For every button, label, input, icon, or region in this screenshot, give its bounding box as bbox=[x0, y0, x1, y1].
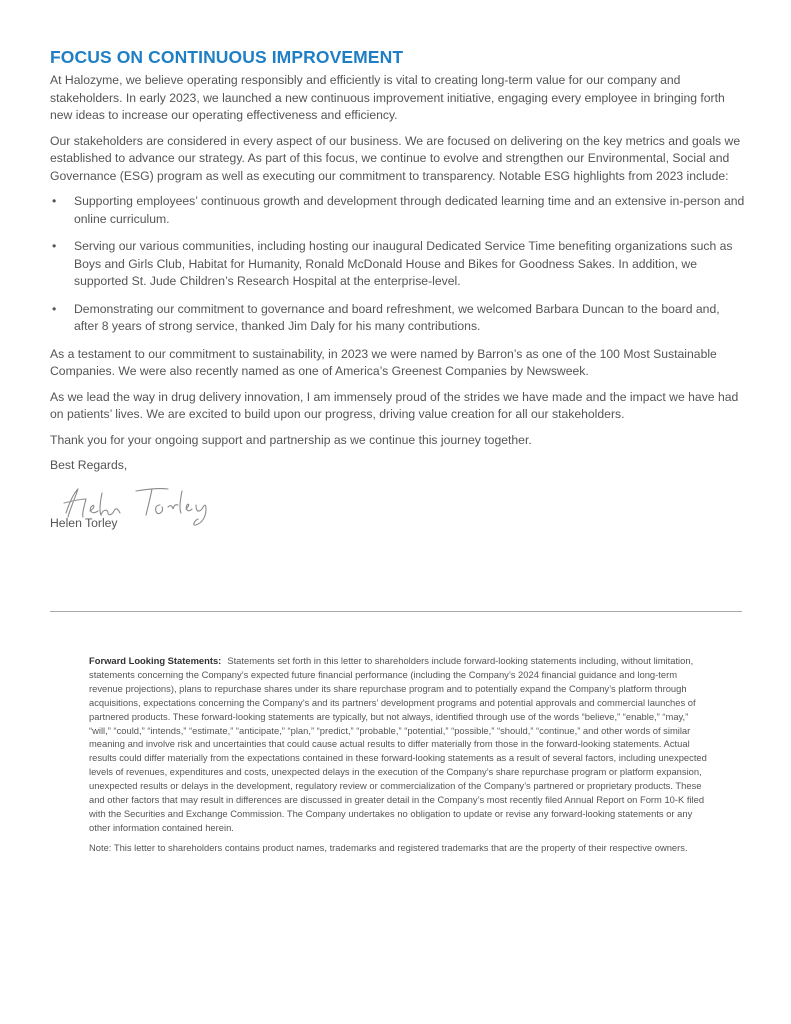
bullet-icon: • bbox=[52, 239, 57, 253]
legal-body: Statements set forth in this letter to shareholders include forward-looking statements including, without limitation, statements concerning the Company’s expected future financial performance (including the Company’s 2024 financial guidance and long-term revenue projections), plans to repurchase shares under its share repurchase program and to potentially expand the Company’s platform through acquisitions, expectations concerning the Company’s and its partners’ development programs and potential approvals and commercial launches of partnered products. These forward-looking statements are typically, but not always, identified through use of the words “believe,” “enable,” “may,” “will,” “could,” “intends,” “estimate,” “anticipate,” “plan,” “predict,” “probable,” “potential,” “possible,” “should,” “continue,” and other words of similar meaning and involve risk and uncertainties that could cause actual results to differ materially from those in the forward-looking statements. Actual results could differ materially from the expectations contained in these forward-looking statements as a result of several factors, including unexpected levels of revenues, expenditures and costs, unexpected delays in the execution of the Company’s share repurchase program or platform expansion, unexpected results or delays in the development, regulatory review or commercialization of the Company’s partnered or proprietary products. These and other factors that may result in differences are discussed in greater detail in the Company’s most recently filed Annual Report on Form 10-K filed with the Securities and Exchange Commission. The Company undertakes no obligation to update or revise any forward-looking statements or any other information contained herein. bbox=[89, 655, 707, 833]
closing-salutation: Best Regards, bbox=[50, 458, 128, 472]
signer-name: Helen Torley bbox=[50, 515, 118, 530]
esg-highlights-list bbox=[50, 193, 745, 336]
list-item-text: Demonstrating our commitment to governance and board refreshment, we welcomed Barbara Duncan to the board and, after 8 years of strong service, thanked Jim Daly for his many contributions. bbox=[74, 301, 720, 333]
list-item bbox=[50, 301, 745, 336]
list-item bbox=[50, 193, 745, 228]
legal-paragraph bbox=[89, 654, 709, 835]
section-divider bbox=[50, 611, 742, 612]
forward-looking-statements bbox=[89, 654, 709, 861]
letter-body bbox=[50, 46, 745, 531]
list-item bbox=[50, 238, 745, 291]
paragraph-sustainability: As a testament to our commitment to sustainability, in 2023 we were named by Barron’s as one of the 100 Most Sustainable Companies. We were also recently named as one of America’s Greenest Companies by Newsweek. bbox=[50, 346, 717, 378]
paragraph-thanks: Thank you for your ongoing support and partnership as we continue this journey together. bbox=[50, 432, 532, 447]
paragraph-innovation: As we lead the way in drug delivery innovation, I am immensely proud of the strides we have made and the impact we have had on patients’ lives. We are excited to build upon our progress, driving value creation for all our stakeholders. bbox=[50, 389, 739, 421]
paragraph-stakeholders: Our stakeholders are considered in every aspect of our business. We are focused on delivering on the key metrics and goals we established to advance our strategy. As part of this focus, we continue to evolve and strengthen our Environmental, Social and Governance (ESG) program as well as executing our commitment to transparency. Notable ESG highlights from 2023 include: bbox=[50, 133, 741, 183]
legal-heading: Forward Looking Statements: bbox=[89, 655, 222, 666]
bullet-icon: • bbox=[52, 194, 57, 208]
trademark-note: Note: This letter to shareholders contains product names, trademarks and registered trademarks that are the property of their respective owners. bbox=[89, 841, 688, 853]
list-item-text: Serving our various communities, including hosting our inaugural Dedicated Service Time benefiting organizations such as Boys and Girls Club, Habitat for Humanity, Ronald McDonald House and Bikes for Goodness Sakes. In addition, we supported St. Jude Children’s Research Hospital at the enterprise-level. bbox=[74, 239, 733, 288]
bullet-icon: • bbox=[52, 301, 57, 316]
paragraph-intro: At Halozyme, we believe operating responsibly and efficiently is vital to creating long-term value for our company and stakeholders. In early 2023, we launched a new continuous improvement initiative, engaging every employee in bringing forth new ideas to increase our operating effectiveness and efficiency. bbox=[50, 73, 725, 122]
list-item-text: Supporting employees’ continuous growth and development through dedicated learning time and an extensive in-person and online curriculum. bbox=[74, 194, 745, 226]
section-heading: FOCUS ON CONTINUOUS IMPROVEMENT bbox=[50, 47, 404, 67]
